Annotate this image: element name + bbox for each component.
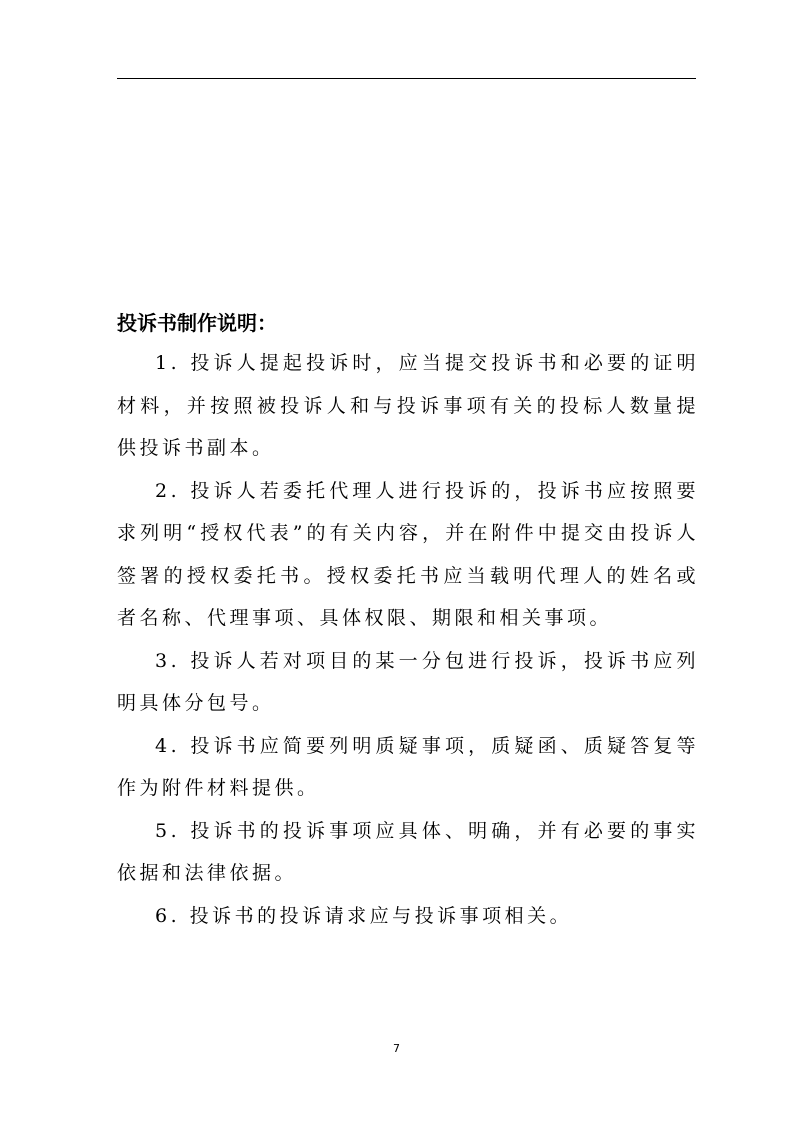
instruction-item-6: 6. 投诉书的投诉请求应与投诉事项相关。: [155, 904, 573, 927]
page-number: 7: [393, 1042, 400, 1055]
header-rule: [117, 78, 696, 79]
instruction-item-4: 4. 投诉书应简要列明质疑事项，质疑函、质疑答复等作为附件材料提供。: [117, 734, 699, 799]
instruction-item-5: 5. 投诉书的投诉事项应具体、明确，并有必要的事实依据和法律依据。: [117, 819, 699, 884]
instruction-item-1: 1. 投诉人提起投诉时，应当提交投诉书和必要的证明材料，并按照被投诉人和与投诉事项有关的投标人数量提供投诉书副本。: [117, 352, 699, 459]
document-body: [117, 305, 699, 937]
instruction-item-3: 3. 投诉人若对项目的某一分包进行投诉，投诉书应列明具体分包号。: [117, 649, 699, 714]
instruction-item-2: 2. 投诉人若委托代理人进行投诉的，投诉书应按照要求列明“授权代表”的有关内容，并在附件中提交由投诉人签署的授权委托书。授权委托书应当载明代理人的姓名或者名称、代理事项、具体权限、期限和相关事项。: [117, 479, 699, 629]
section-heading: 投诉书制作说明：: [117, 311, 277, 335]
